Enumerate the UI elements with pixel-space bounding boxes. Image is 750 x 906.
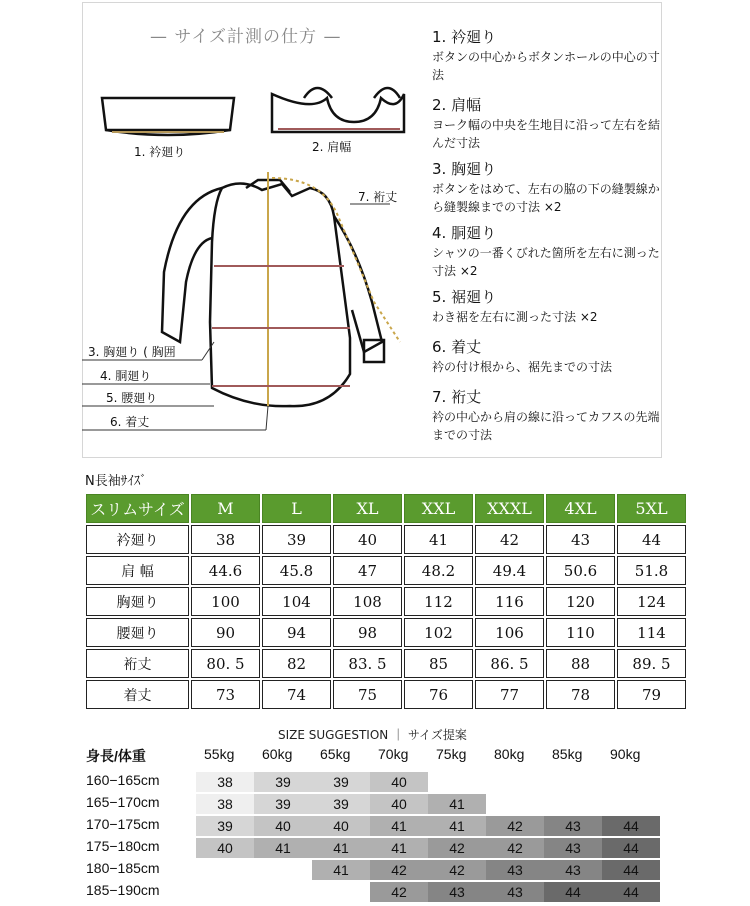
fig-label-sleeve: 7. 裄丈 [358, 190, 398, 204]
suggestion-cell: 41 [370, 838, 428, 858]
suggestion-cell: 43 [486, 860, 544, 880]
suggestion-cell: 38 [196, 772, 254, 792]
table-cell: 73 [191, 680, 260, 709]
table-row [86, 618, 686, 647]
def-body-1: ボタンの中心からボタンホールの中心の寸法 [432, 50, 660, 82]
table-cell: 79 [617, 680, 686, 709]
suggestion-cell: 43 [544, 838, 602, 858]
table-cell: 49.4 [475, 556, 544, 585]
suggestion-cell: 42 [486, 816, 544, 836]
suggestion-cell: 41 [428, 794, 486, 814]
def-body-3: ボタンをはめて、左右の脇の下の縫製線から縫製線までの寸法 ×2 [432, 182, 660, 214]
table-cell: 40 [333, 525, 402, 554]
table-cell: 88 [546, 649, 615, 678]
weight-label: 85kg [552, 746, 583, 762]
size-col-header: XXL [404, 494, 473, 523]
suggestion-corner: 身長/体重 [86, 748, 146, 764]
def-head-1: 1. 衿廻り [432, 28, 497, 46]
def-body-4: シャツの一番くびれた箇所を左右に測った寸法 ×2 [432, 246, 660, 278]
table-cell: 38 [191, 525, 260, 554]
suggestion-cell: 39 [312, 772, 370, 792]
def-body-6: 衿の付け根から、裾先までの寸法 [432, 360, 613, 374]
size-table [84, 492, 688, 711]
suggestion-cell: 42 [370, 882, 428, 902]
weight-label: 70kg [378, 746, 409, 762]
size-col-header: 4XL [546, 494, 615, 523]
table-cell: 82 [262, 649, 331, 678]
suggestion-cell: 41 [312, 860, 370, 880]
table-cell: 50.6 [546, 556, 615, 585]
table-cell: 106 [475, 618, 544, 647]
table-cell: 120 [546, 587, 615, 616]
table-cell: 47 [333, 556, 402, 585]
yoke-shape [272, 94, 404, 132]
table-cell: 86. 5 [475, 649, 544, 678]
def-head-7: 7. 裄丈 [432, 388, 482, 406]
size-table-corner: スリムサイズ [86, 494, 189, 523]
table-cell: 44.6 [191, 556, 260, 585]
table-cell: 51.8 [617, 556, 686, 585]
suggestion-cell: 39 [196, 816, 254, 836]
table-cell: 44 [617, 525, 686, 554]
table-cell: 48.2 [404, 556, 473, 585]
table-cell: 90 [191, 618, 260, 647]
left-sleeve [162, 188, 222, 342]
suggestion-cell: 41 [428, 816, 486, 836]
table-cell: 112 [404, 587, 473, 616]
table-cell: 104 [262, 587, 331, 616]
table-cell: 124 [617, 587, 686, 616]
shirt-body [210, 183, 350, 406]
size-table-title: N長袖ｻｲｽﾞ [85, 474, 147, 489]
fig-label-shoulder: 2. 肩幅 [312, 140, 352, 154]
right-sleeve [334, 216, 382, 352]
suggestion-cell: 41 [254, 838, 312, 858]
table-cell: 102 [404, 618, 473, 647]
fig-label-waist: 5. 腰廻り [106, 391, 158, 405]
suggestion-cell: 44 [602, 860, 660, 880]
fig-label-collar: 1. 衿廻り [134, 145, 186, 159]
def-head-4: 4. 胴廻り [432, 224, 497, 242]
suggestion-cell: 42 [486, 838, 544, 858]
suggestion-cell: 44 [602, 838, 660, 858]
suggestion-cell: 43 [544, 816, 602, 836]
table-cell: 43 [546, 525, 615, 554]
suggestion-cell: 40 [370, 794, 428, 814]
weight-label: 60kg [262, 746, 293, 762]
suggestion-cell: 41 [370, 816, 428, 836]
suggestion-cell: 44 [602, 882, 660, 902]
table-cell: 116 [475, 587, 544, 616]
collar-figure [102, 98, 234, 135]
suggestion-cell: 40 [254, 816, 312, 836]
shirt-outline [162, 180, 384, 406]
table-cell: 80. 5 [191, 649, 260, 678]
suggestion-cell: 40 [370, 772, 428, 792]
size-col-header: XXXL [475, 494, 544, 523]
table-cell: 77 [475, 680, 544, 709]
yoke-collar-right [374, 88, 400, 98]
suggestion-cell: 39 [312, 794, 370, 814]
fig-label-belly: 4. 胴廻り [100, 369, 152, 383]
table-cell: 45.8 [262, 556, 331, 585]
suggestion-cell: 42 [428, 838, 486, 858]
def-body-2: ヨーク幅の中央を生地目に沿って左右を結んだ寸法 [432, 118, 661, 150]
table-cell: 100 [191, 587, 260, 616]
suggestion-title: SIZE SUGGESTION ｜ サイズ提案 [278, 728, 467, 742]
table-row [86, 556, 686, 585]
suggestion-cell: 39 [254, 772, 312, 792]
weight-label: 80kg [494, 746, 525, 762]
size-col-header: 5XL [617, 494, 686, 523]
howto-title: — サイズ計測の仕方 — [150, 27, 342, 47]
weight-label: 75kg [436, 746, 467, 762]
suggestion-cell: 42 [370, 860, 428, 880]
table-cell: 110 [546, 618, 615, 647]
row-label: 腰廻り [86, 618, 189, 647]
weight-label: 55kg [204, 746, 235, 762]
table-row [86, 649, 686, 678]
table-cell: 114 [617, 618, 686, 647]
row-label: 衿廻り [86, 525, 189, 554]
table-cell: 75 [333, 680, 402, 709]
fig-label-chest: 3. 胸廻り ( 胸囲 [88, 345, 176, 359]
height-label: 175−180cm [86, 838, 160, 854]
height-label: 165−170cm [86, 794, 160, 810]
weight-label: 65kg [320, 746, 351, 762]
suggestion-cell: 43 [486, 882, 544, 902]
table-cell: 76 [404, 680, 473, 709]
table-cell: 108 [333, 587, 402, 616]
height-label: 180−185cm [86, 860, 160, 876]
row-label: 肩 幅 [86, 556, 189, 585]
height-label: 160−165cm [86, 772, 160, 788]
def-body-7: 衿の中心から肩の線に沿ってカフスの先端までの寸法 [432, 410, 660, 442]
size-col-header: L [262, 494, 331, 523]
table-row [86, 587, 686, 616]
table-row [86, 525, 686, 554]
suggestion-cell: 44 [544, 882, 602, 902]
weight-label: 90kg [610, 746, 641, 762]
row-label: 裄丈 [86, 649, 189, 678]
suggestion-cell: 42 [428, 860, 486, 880]
suggestion-cell: 43 [544, 860, 602, 880]
height-label: 170−175cm [86, 816, 160, 832]
suggestion-cell: 44 [602, 816, 660, 836]
suggestion-cell: 40 [196, 838, 254, 858]
table-cell: 94 [262, 618, 331, 647]
def-head-3: 3. 胸廻り [432, 160, 497, 178]
row-label: 着丈 [86, 680, 189, 709]
size-col-header: M [191, 494, 260, 523]
table-cell: 42 [475, 525, 544, 554]
table-cell: 83. 5 [333, 649, 402, 678]
yoke-figure [272, 88, 404, 132]
def-head-2: 2. 肩幅 [432, 96, 482, 114]
fig-label-length: 6. 着丈 [110, 415, 150, 429]
height-label: 185−190cm [86, 882, 160, 898]
table-cell: 85 [404, 649, 473, 678]
length-leader-tip [266, 406, 268, 430]
def-head-6: 6. 着丈 [432, 338, 482, 356]
row-label: 胸廻り [86, 587, 189, 616]
table-cell: 74 [262, 680, 331, 709]
table-row [86, 680, 686, 709]
size-col-header: XL [333, 494, 402, 523]
suggestion-cell: 38 [196, 794, 254, 814]
size-header-row [86, 494, 686, 523]
table-cell: 78 [546, 680, 615, 709]
def-body-5: わき裾を左右に測った寸法 ×2 [432, 310, 598, 324]
collar-band [102, 98, 234, 130]
suggestion-cell: 39 [254, 794, 312, 814]
table-cell: 41 [404, 525, 473, 554]
def-head-5: 5. 裾廻り [432, 288, 497, 306]
suggestion-cell: 41 [312, 838, 370, 858]
table-cell: 89. 5 [617, 649, 686, 678]
table-cell: 98 [333, 618, 402, 647]
table-cell: 39 [262, 525, 331, 554]
suggestion-cell: 43 [428, 882, 486, 902]
suggestion-cell: 40 [312, 816, 370, 836]
